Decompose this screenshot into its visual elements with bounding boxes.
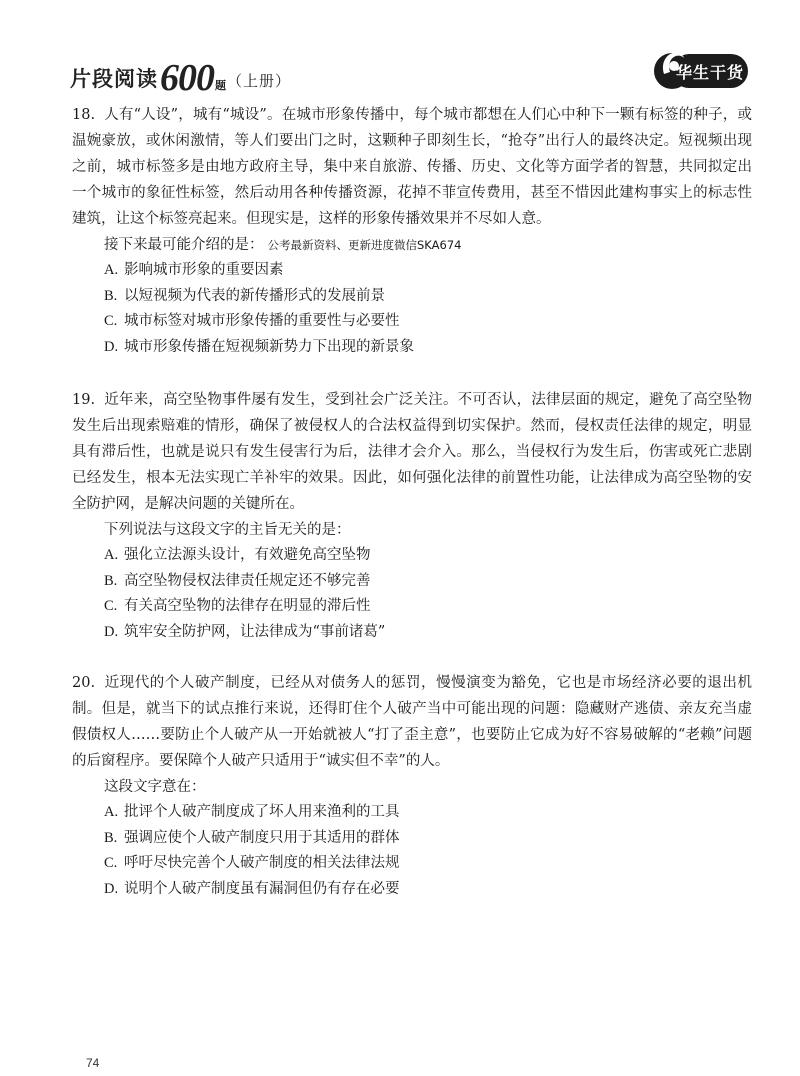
- question-stem-text: 近年来，高空坠物事件屡有发生，受到社会广泛关注。不可否认，法律层面的规定，避免了高空坠物发生后出现索赔难的情形，确保了被侵权人的合法权益得到切实保护。然而，侵权责任法律的规定，明显具有滞后性，也就是说只有发生侵害行为后，法律才会介入。那么，当侵权行为发生后，伤害或死亡悲剧已经发生，根本无法实现亡羊补牢的效果。因此，如何强化法律的前置性功能，让法律成为高空坠物的安全防护网，是解决问题的关键所在。: [72, 392, 752, 512]
- book-volume: （上册）: [227, 72, 292, 90]
- option-text: 呼吁尽快完善个人破产制度的相关法律法规: [124, 855, 400, 871]
- option-c: [72, 309, 752, 335]
- question-prompt: [72, 232, 752, 258]
- question-prompt: 这段文字意在：: [104, 779, 206, 795]
- page-number: 74: [86, 1056, 100, 1070]
- question-stem-text: 近现代的个人破产制度，已经从对债务人的惩罚，慢慢演变为豁免，它也是市场经济必要的退出机制。但是，就当下的试点推行来说，还得盯住个人破产当中可能出现的问题：隐藏财产逃债、亲友充当虚假债权人……要防止个人破产从一开始就被人“打了歪主意”，也要防止它成为好不容易破解的“老赖”问题的后窗程序。要保障个人破产只适用于“诚实但不幸”的人。: [72, 675, 752, 769]
- book-title: [70, 56, 291, 100]
- question-number: 18.: [72, 107, 96, 123]
- option-letter: C.: [104, 598, 118, 614]
- page-header: [70, 44, 750, 99]
- option-b: [72, 569, 752, 595]
- option-b: [72, 826, 752, 852]
- option-text: 以短视频为代表的新传播形式的发展前景: [124, 287, 385, 304]
- option-letter: B.: [104, 287, 118, 304]
- option-text: 批评个人破产制度成了坏人用来渔利的工具: [124, 804, 400, 820]
- question-20: [72, 670, 752, 902]
- option-d: [72, 335, 752, 361]
- option-letter: A.: [104, 262, 119, 278]
- question-19: [72, 387, 752, 645]
- question-number: 19.: [72, 392, 96, 408]
- option-d: [72, 877, 752, 903]
- question-stem: [72, 102, 752, 232]
- option-letter: C.: [104, 855, 118, 871]
- option-a: [72, 258, 752, 284]
- option-letter: A.: [104, 804, 119, 820]
- book-title-text: 片段阅读: [70, 66, 158, 91]
- option-text: 有关高空坠物的法律存在明显的滞后性: [124, 598, 371, 614]
- option-text: 城市形象传播在短视频新势力下出现的新景象: [124, 338, 414, 355]
- option-letter: D.: [104, 880, 119, 897]
- option-c: [72, 851, 752, 877]
- option-letter: A.: [104, 547, 119, 563]
- option-text: 筑牢安全防护网，让法律成为“事前诸葛”: [124, 623, 386, 640]
- publisher-logo: [650, 44, 750, 94]
- question-stem: [72, 670, 752, 774]
- option-text: 强调应使个人破产制度只用于其适用的群体: [124, 829, 400, 846]
- question-18: [72, 102, 752, 360]
- question-stem: [72, 387, 752, 517]
- question-prompt: 下列说法与这段文字的主旨无关的是：: [104, 522, 351, 538]
- question-number: 20.: [72, 675, 96, 691]
- option-text: 城市标签对城市形象传播的重要性与必要性: [124, 313, 400, 329]
- option-b: [72, 284, 752, 310]
- option-text: 高空坠物侵权法律责任规定还不够完善: [124, 572, 371, 589]
- option-c: [72, 594, 752, 620]
- option-letter: B.: [104, 829, 118, 846]
- question-prompt-text: 接下来最可能介绍的是：: [104, 237, 264, 253]
- book-title-number: 600: [160, 57, 214, 99]
- option-letter: D.: [104, 623, 119, 640]
- option-d: [72, 620, 752, 646]
- question-stem-text: 人有“人设”，城有“城设”。在城市形象传播中，每个城市都想在人们心中种下一颗有标签的种子，或温婉豪放，或休闲激情，等人们要出门之时，这颗种子即刻生长，“抢夺”出行人的最终决定。短视频出现之前，城市标签多是由地方政府主导，集中来自旅游、传播、历史、文化等方面学者的智慧，共同拟定出一个城市的象征性标签，然后动用各种传播资源，花掉不菲宣传费用，甚至不惜因此建构事实上的标志性建筑，让这个标签亮起来。但现实是，这样的形象传播效果并不尽如人意。: [72, 107, 752, 227]
- option-a: [72, 543, 752, 569]
- option-letter: D.: [104, 338, 119, 355]
- option-a: [72, 800, 752, 826]
- handwritten-note: 公考最新资料、更新进度微信SKA674: [267, 238, 462, 252]
- logo-text: 华生干货: [675, 63, 744, 82]
- option-text: 影响城市形象的重要因素: [124, 262, 284, 278]
- option-letter: C.: [104, 313, 118, 329]
- book-title-unit: 题: [215, 79, 227, 92]
- option-text: 说明个人破产制度虽有漏洞但仍有存在必要: [124, 880, 400, 897]
- option-text: 强化立法源头设计，有效避免高空坠物: [124, 547, 371, 563]
- option-letter: B.: [104, 572, 118, 589]
